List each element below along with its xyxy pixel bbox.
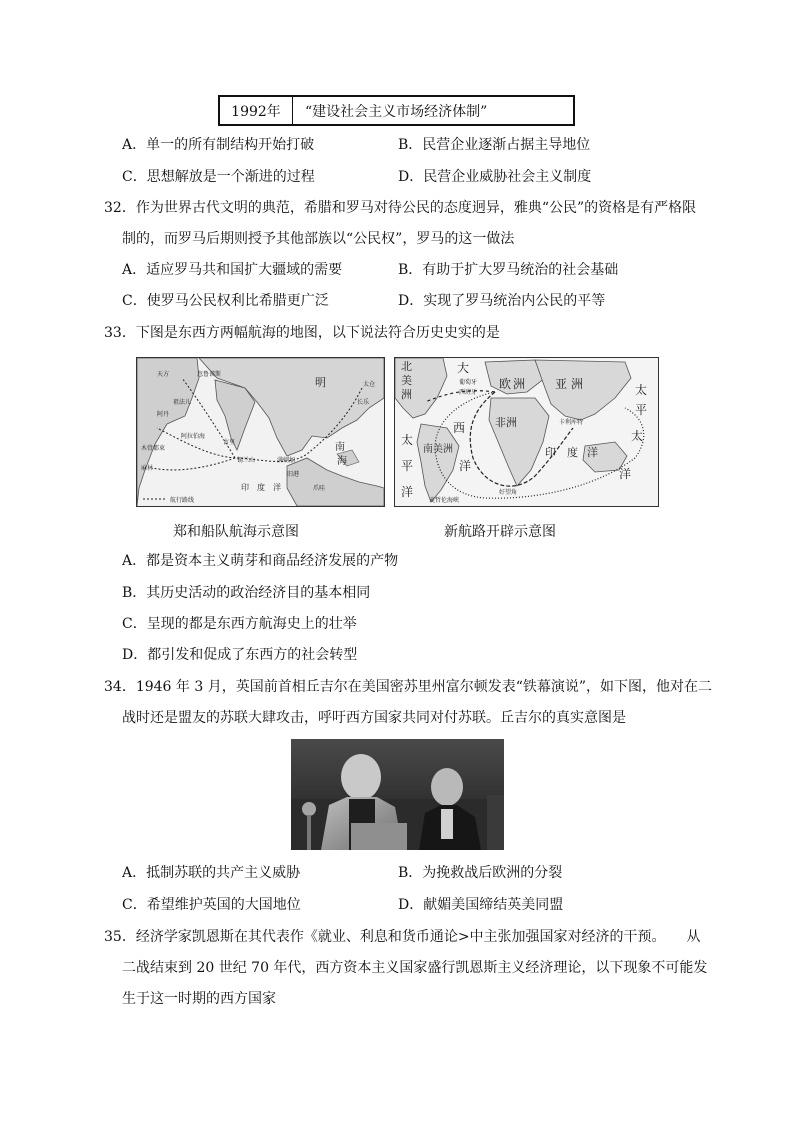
q33-stem: 33．下图是东西方两幅航海的地图，以下说法符合历史史实的是 <box>104 325 500 341</box>
map1-label-a2: 忽鲁谟斯 <box>197 371 222 378</box>
map1-label-a1: 天方 <box>157 371 170 378</box>
q34-stem-line2: 战时还是盟友的苏联大肆攻击，呼吁西方国家共同对付苏联。丘吉尔的真实意图是 <box>122 710 626 726</box>
q31-option-a[interactable]: A．单一的所有制结构开始打破 <box>122 137 315 153</box>
event-table <box>218 95 575 126</box>
map1-label-a7: 满剌加 <box>277 457 296 464</box>
zhenghe-voyage-map <box>136 357 385 507</box>
map2-label-goodhope: 好望角 <box>499 489 518 496</box>
map1-label-hai: 海 <box>337 456 347 467</box>
map1-label-a13: 木骨都束 <box>141 445 166 452</box>
map2-label-xi: 西 <box>453 421 466 435</box>
q32-option-d[interactable]: D．实现了罗马统治内公民的平等 <box>398 293 606 309</box>
map2-label-ya: 亚 <box>555 377 568 391</box>
map1-label-a10: 长乐 <box>357 399 370 406</box>
map2-label-da: 大 <box>457 361 470 375</box>
map1-label-a9: 太仓 <box>363 381 376 388</box>
map1-label-a3: 阿丹 <box>157 411 170 418</box>
q32-option-b[interactable]: B．有助于扩大罗马统治的社会基础 <box>398 262 619 278</box>
churchill-speech-photo <box>291 739 504 850</box>
q34-option-d[interactable]: D．献媚美国缔结英美同盟 <box>398 897 564 913</box>
map2-label-tai2: 太 <box>401 433 414 447</box>
q32-stem-line1: 32．作为世界古代文明的典范，希腊和罗马对待公民的态度迥异，雅典“公民”的资格是有严格限 <box>104 200 697 216</box>
map2-label-magellan: 麦哲伦海峡 <box>429 497 460 504</box>
q35-stem-line3: 生于这一时期的西方国家 <box>122 991 276 1007</box>
q34-option-b[interactable]: B．为挽救战后欧洲的分裂 <box>398 865 563 881</box>
map1-label-a6: 锡兰山 <box>237 457 256 464</box>
map2-label-nanmeizhou: 南美洲 <box>423 444 453 455</box>
map2-label-pu: 葡萄牙 <box>459 379 478 386</box>
q32-option-a[interactable]: A．适应罗马共和国扩大疆域的需要 <box>122 262 343 278</box>
map2-label-yindu: 印 度 <box>545 446 578 459</box>
map2-label-ou: 欧 <box>499 377 512 391</box>
map2-label-mei: 美 <box>401 374 412 387</box>
q33-option-b[interactable]: B．其历史活动的政治经济目的基本相同 <box>122 585 371 601</box>
q33-option-d[interactable]: D．都引发和促成了东西方的社会转型 <box>122 647 358 663</box>
new-route-map-graphic <box>395 358 658 506</box>
churchill-photo-graphic <box>291 739 504 850</box>
q32-option-c[interactable]: C．使罗马公民权利比希腊更广泛 <box>122 293 329 309</box>
map2-label-tai: 太 <box>635 383 648 397</box>
map2-label-xibanya: 西班牙 <box>459 389 478 396</box>
map2-label-bei: 北 <box>401 360 412 373</box>
new-route-map <box>394 357 659 507</box>
q33-option-c[interactable]: C．呈现的都是东西方航海史上的壮举 <box>122 616 357 632</box>
q34-option-a[interactable]: A．抵制苏联的共产主义威胁 <box>122 865 301 881</box>
map1-label-ming: 明 <box>315 376 326 389</box>
map2-label-yang4: 洋 <box>459 459 472 473</box>
map1-label-nan: 南 <box>335 442 345 453</box>
q35-stem-line2: 二战结束到 20 世纪 70 年代，西方资本主义国家盛行凯恩斯主义经济理论，以下现象不可能发 <box>122 960 708 976</box>
q32-stem-line2: 制的，而罗马后期则授予其他部族以“公民权”，罗马的这一做法 <box>122 231 515 247</box>
map2-label-yang3: 洋 <box>401 485 414 499</box>
map2-label-feizhou: 非洲 <box>495 416 517 429</box>
map2-label-ping: 平 <box>635 403 648 417</box>
q34-option-c[interactable]: C．希望维护英国的大国地位 <box>122 897 301 913</box>
map1-label-indian-ocean: 印 度 洋 <box>241 483 281 492</box>
map2-label-zhou: 洲 <box>401 388 412 401</box>
map2-label-tai3: 太 <box>631 429 644 443</box>
q31-option-b[interactable]: B．民营企业逐渐占据主导地位 <box>398 137 591 153</box>
q35-stem-line1: 35．经济学家凯恩斯在其代表作《就业、利息和货币通论>中主张加强国家对经济的干预。 从 <box>104 929 701 945</box>
map2-label-yazhou: 洲 <box>571 377 584 391</box>
table-year-cell: 1992年 <box>220 97 293 124</box>
map2-label-calicut: 卡利库特 <box>559 419 584 426</box>
map1-caption: 郑和船队航海示意图 <box>173 524 299 540</box>
table-event-cell: “建设社会主义市场经济体制” <box>305 103 488 120</box>
map2-caption: 新航路开辟示意图 <box>444 524 556 540</box>
map2-label-ping2: 平 <box>401 459 414 473</box>
map1-label-a4: 祖法儿 <box>173 399 192 406</box>
map1-legend: 航行路线 <box>170 497 195 504</box>
q33-option-a[interactable]: A．都是资本主义萌芽和商品经济发展的产物 <box>122 553 399 569</box>
map1-label-a8: 旧港 <box>287 471 300 478</box>
q31-option-c[interactable]: C．思想解放是一个渐进的过程 <box>122 169 315 185</box>
map1-label-a12: 阿拉伯海 <box>181 433 206 440</box>
q31-option-d[interactable]: D．民营企业威胁社会主义制度 <box>398 169 592 185</box>
map1-label-a14: 麻林 <box>141 465 154 472</box>
q34-stem-line1: 34．1946 年 3 月，英国前首相丘吉尔在美国密苏里州富尔顿发表“铁幕演说”，如下图，他对在二 <box>104 679 713 695</box>
map2-label-ouzhou: 洲 <box>513 377 526 391</box>
map1-label-a5: 古里 <box>223 439 236 446</box>
map2-label-yang2: 洋 <box>587 446 598 459</box>
zhenghe-map-graphic <box>137 358 384 506</box>
map1-label-a11: 爪哇 <box>313 485 326 492</box>
map2-label-yang: 洋 <box>619 467 632 481</box>
